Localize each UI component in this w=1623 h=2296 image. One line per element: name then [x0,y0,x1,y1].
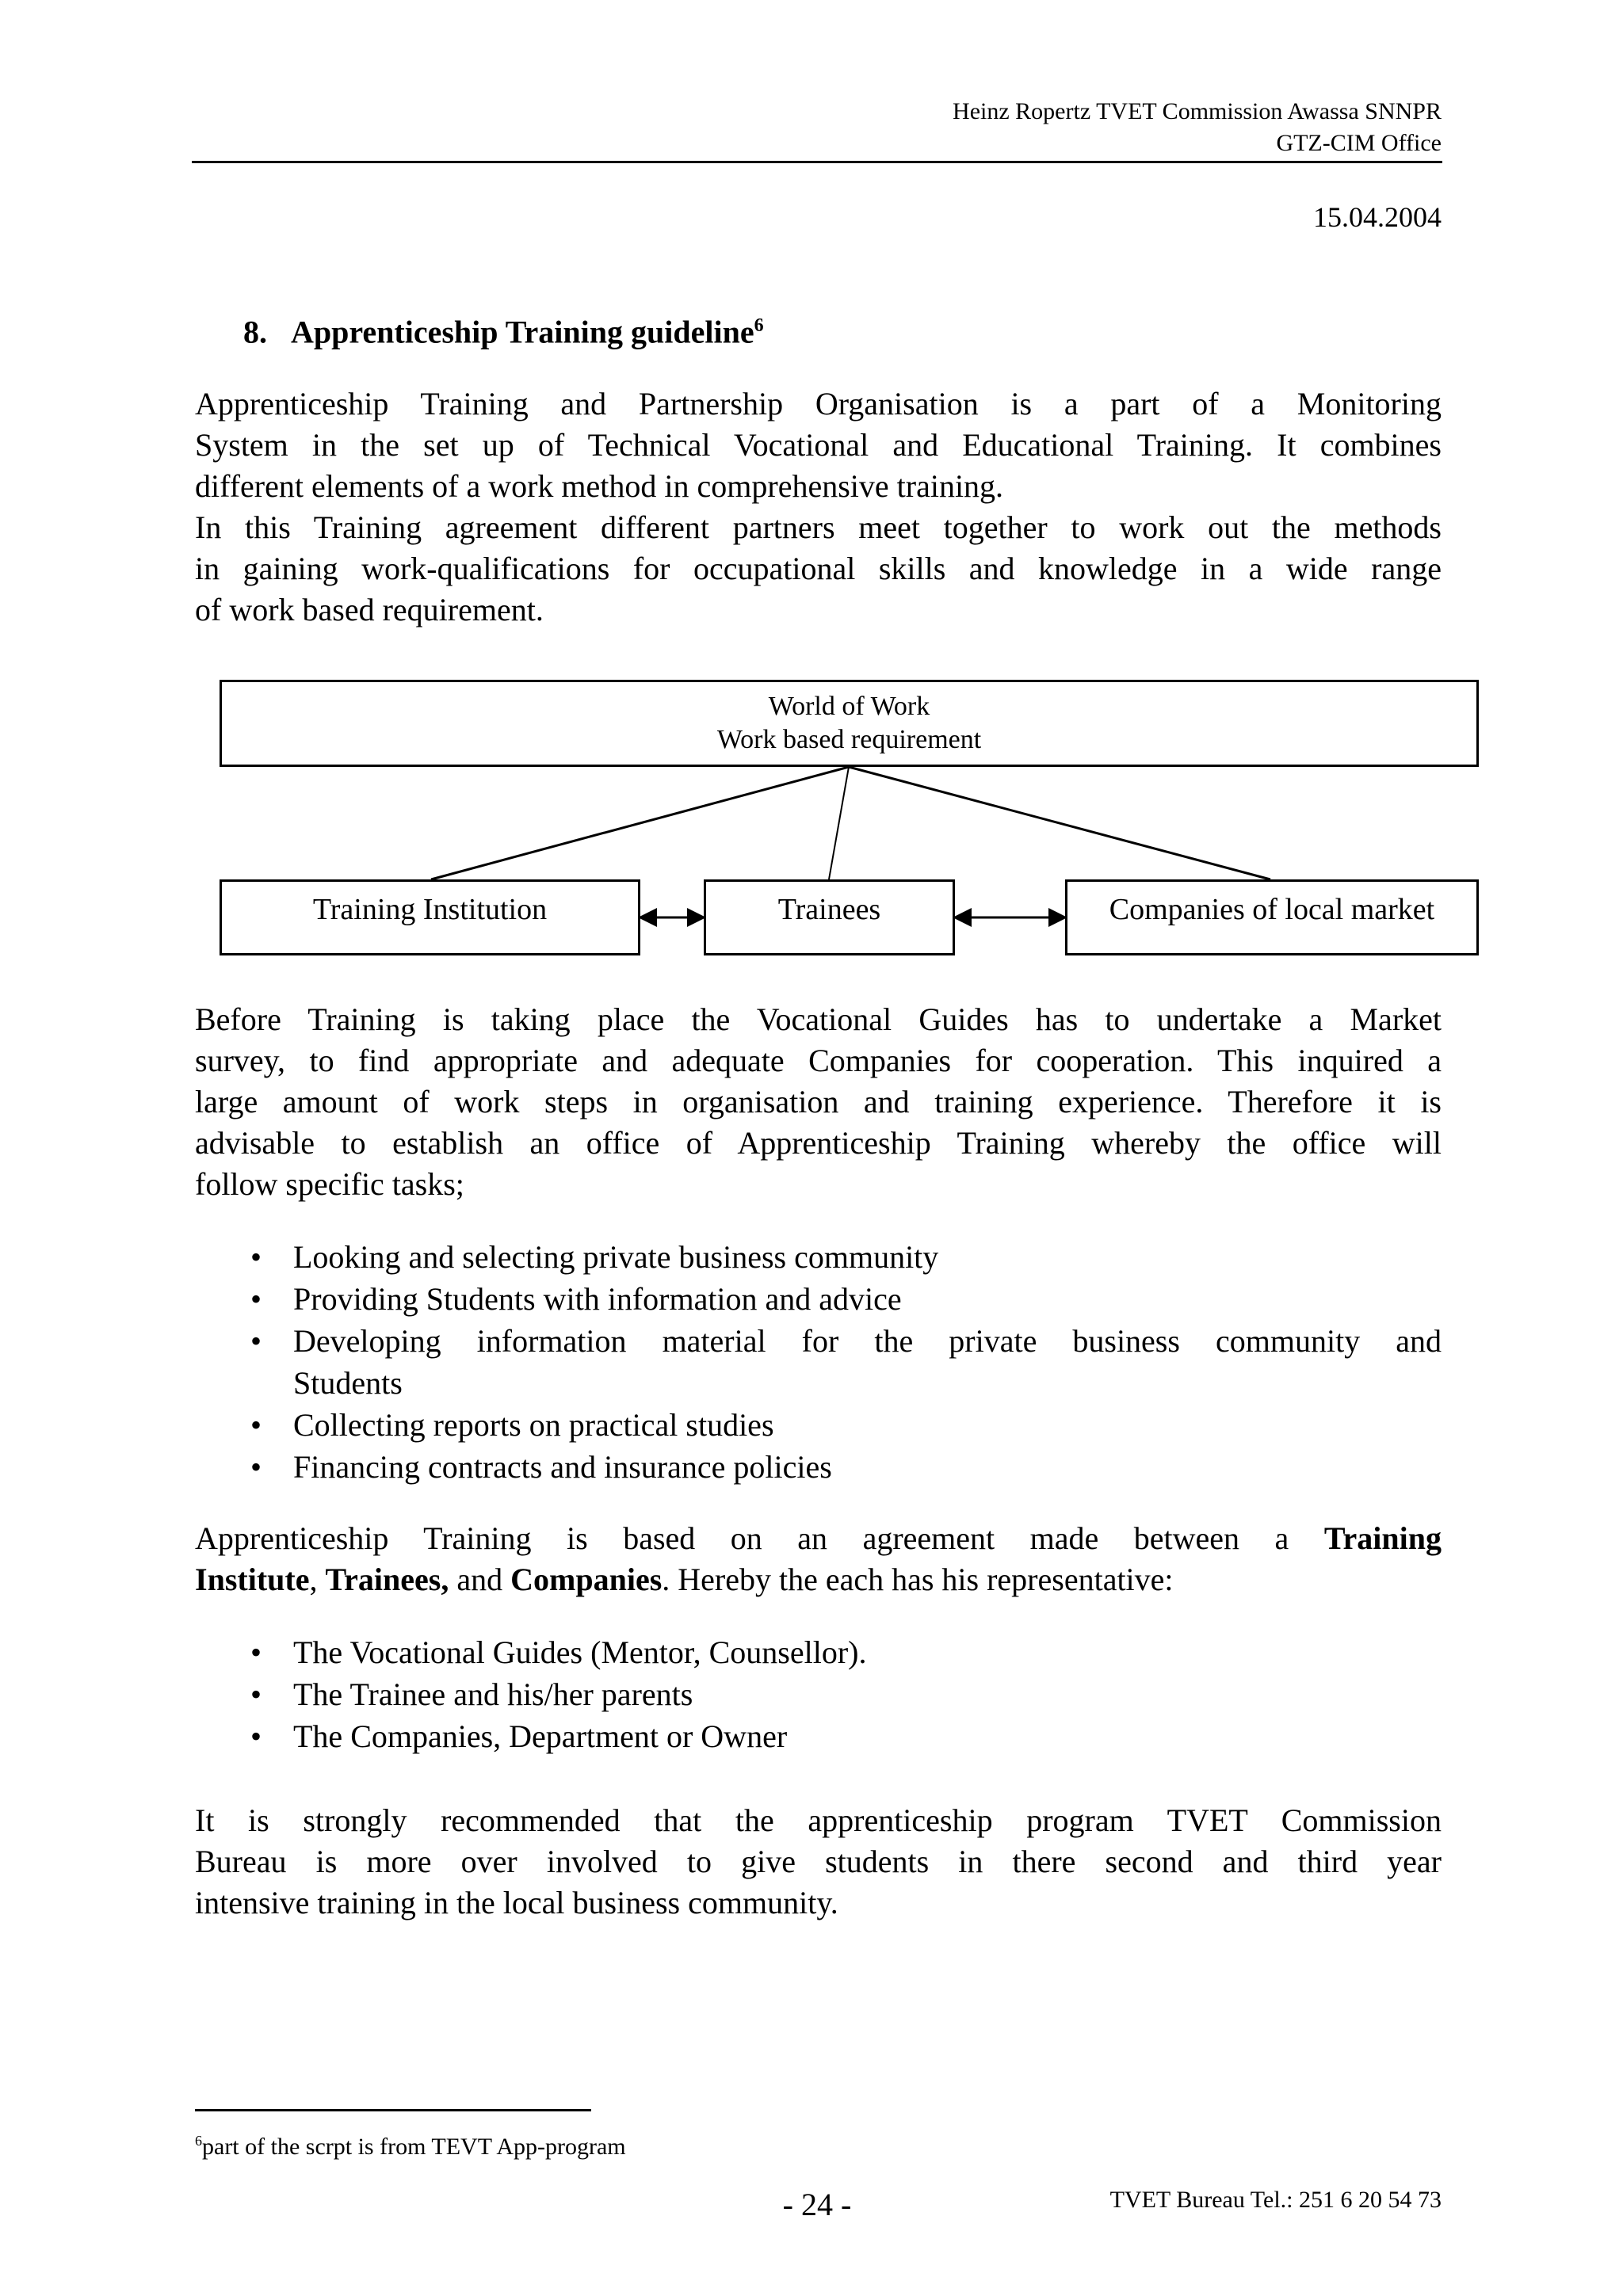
list-item-text: Developing information material for the private business community and [293,1323,1442,1359]
text-line: different elements of a work method in comprehensive training. [195,468,1004,504]
text-line: Before Training is taking place the Vocational Guides has to undertake a Market [195,1001,1442,1037]
companies-box [1065,879,1479,955]
diagram-connectors [0,0,1623,1030]
bold-term: Training [1323,1520,1442,1556]
list-item [195,1404,1442,1446]
footnote-text: part of the scrpt is from TEVT App-program [202,2134,626,2160]
section-number: 8. [243,314,267,350]
list-item [195,1715,1442,1757]
list-item-text: The Trainee and his/her parents [293,1676,693,1712]
list-item [195,1631,1442,1673]
text-line [195,1518,1442,1559]
text-segment: . Hereby the each has his representative: [662,1562,1174,1597]
list-item-text: Students [293,1365,403,1401]
text-line: It is strongly recommended that the apprenticeship program TVET Commission [195,1802,1442,1838]
list-item [195,1446,1442,1488]
text-segment: and [449,1562,511,1597]
text-segment: Apprenticeship Training is based on an agreement made between a [195,1520,1324,1556]
bullet-icon: • [250,1239,262,1275]
text-line: In this Training agreement different partners meet together to work out the methods [195,509,1442,545]
text-line: System in the set up of Technical Vocational and Educational Training. It combines [195,427,1442,463]
world-of-work-box [220,680,1479,767]
text-line: large amount of work steps in organisation and training experience. Therefore it is [195,1084,1442,1119]
training-institution-box [220,879,640,955]
tasks-list [195,1236,1442,1488]
bullet-icon: • [250,1407,262,1443]
bullet-icon: • [250,1676,262,1712]
text-line [195,1559,1442,1600]
list-item [195,1278,1442,1320]
list-item-text: Collecting reports on practical studies [293,1407,774,1443]
connector-line-left [431,767,849,879]
bullet-icon: • [250,1718,262,1754]
text-line: Apprenticeship Training and Partnership Organisation is a part of a Monitoring [195,386,1442,421]
bold-term: Companies [510,1562,663,1597]
text-line: follow specific tasks; [195,1166,464,1202]
representatives-list [195,1631,1442,1757]
box-label: Companies of local market [1109,893,1435,926]
list-item [195,1673,1442,1715]
document-date: 15.04.2004 [1313,201,1442,233]
text-line: survey, to find appropriate and adequate Companies for cooperation. This inquired a [195,1043,1442,1078]
bullet-icon: • [250,1449,262,1485]
text-segment: , [309,1562,326,1597]
footer-contact: TVET Bureau Tel.: 251 6 20 54 73 [1109,2187,1442,2213]
text-line: of work based requirement. [195,592,544,627]
market-survey-paragraph [195,999,1442,1205]
bold-term: Trainees, [325,1562,449,1597]
header-author-line: Heinz Ropertz TVET Commission Awassa SNNPR [953,98,1442,124]
text-line: Bureau is more over involved to give students in there second and third year [195,1844,1442,1879]
trainees-box [704,879,955,955]
world-of-work-title: World of Work [768,692,930,721]
text-line: intensive training in the local business community. [195,1885,838,1920]
connector-line-right [849,767,1270,879]
footnote-number: 6 [195,2133,202,2149]
bullet-icon: • [250,1634,262,1670]
text-line: advisable to establish an office of Apprenticeship Training whereby the office will [195,1125,1442,1161]
bullet-icon: • [250,1323,262,1359]
box-label: Trainees [777,893,881,926]
world-of-work-subtitle: Work based requirement [716,725,982,754]
list-item [195,1320,1442,1404]
footnote-separator [195,2109,591,2111]
list-item-text: Financing contracts and insurance policies [293,1449,832,1485]
agreement-paragraph [195,1518,1442,1600]
section-title: Apprenticeship Training guideline [291,314,754,350]
text-line: in gaining work-qualifications for occupational skills and knowledge in a wide range [195,551,1442,586]
connector-line-center [829,767,849,879]
list-item [195,1236,1442,1278]
list-item-text: Providing Students with information and advice [293,1281,902,1317]
bold-term: Institute [195,1562,310,1597]
bullet-icon: • [250,1281,262,1317]
box-label: Training Institution [312,893,548,926]
footnote [195,2125,626,2163]
list-item-text: The Vocational Guides (Mentor, Counsellor). [293,1634,867,1670]
list-item-text: Looking and selecting private business community [293,1239,939,1275]
recommendation-paragraph [195,1800,1442,1924]
footnote-reference: 6 [754,315,764,336]
list-item-text: The Companies, Department or Owner [293,1718,788,1754]
page-number: - 24 - [782,2187,852,2222]
header-office-line: GTZ-CIM Office [1276,130,1442,156]
